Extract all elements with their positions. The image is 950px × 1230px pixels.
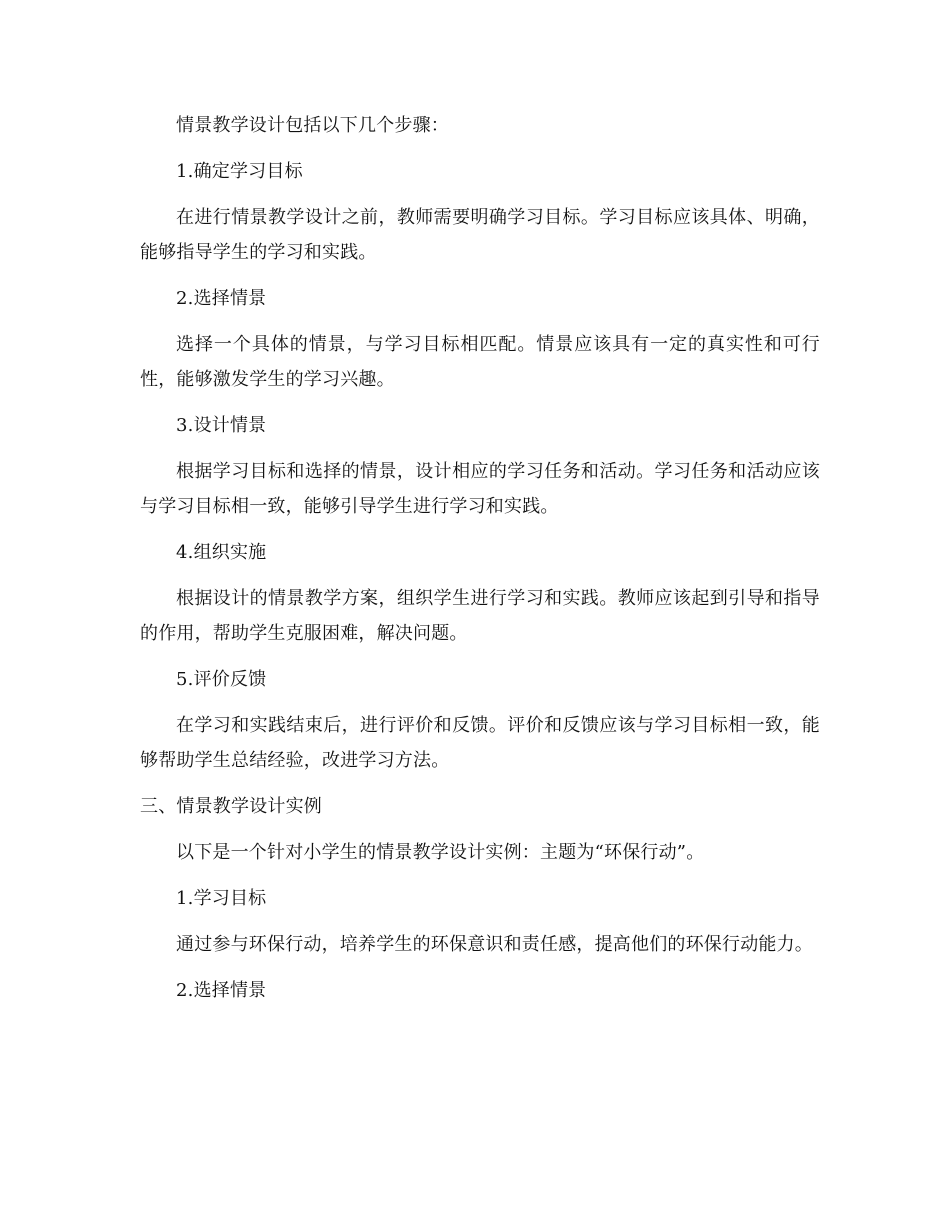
step4-paragraph: 根据设计的情景教学方案，组织学生进行学习和实践。教师应该起到引导和指导的作用，帮助学生克服困难，解决问题。 — [140, 588, 820, 644]
step4-heading: 4.组织实施 — [176, 542, 267, 563]
example-intro-paragraph: 以下是一个针对小学生的情景教学设计实例：主题为“环保行动”。 — [176, 842, 705, 863]
step5-paragraph: 在学习和实践结束后，进行评价和反馈。评价和反馈应该与学习目标相一致，能够帮助学生总结经验，改进学习方法。 — [140, 715, 820, 771]
step1-heading: 1.确定学习目标 — [176, 161, 303, 182]
step3-heading: 3.设计情景 — [176, 415, 267, 436]
step1-paragraph: 在进行情景教学设计之前，教师需要明确学习目标。学习目标应该具体、明确，能够指导学生的学习和实践。 — [140, 207, 820, 263]
section-three-heading: 三、情景教学设计实例 — [140, 796, 322, 817]
step2-heading: 2.选择情景 — [176, 288, 267, 309]
step2-paragraph: 选择一个具体的情景，与学习目标相匹配。情景应该具有一定的真实性和可行性，能够激发学生的学习兴趣。 — [140, 334, 820, 390]
example-step1-paragraph: 通过参与环保行动，培养学生的环保意识和责任感，提高他们的环保行动能力。 — [176, 934, 813, 955]
document-body — [140, 108, 820, 1008]
step3-paragraph: 根据学习目标和选择的情景，设计相应的学习任务和活动。学习任务和活动应该与学习目标相一致，能够引导学生进行学习和实践。 — [140, 461, 820, 517]
example-step2-heading: 2.选择情景 — [176, 980, 267, 1001]
intro-paragraph: 情景教学设计包括以下几个步骤： — [176, 115, 449, 136]
example-step1-heading: 1.学习目标 — [176, 888, 267, 909]
step5-heading: 5.评价反馈 — [176, 669, 267, 690]
